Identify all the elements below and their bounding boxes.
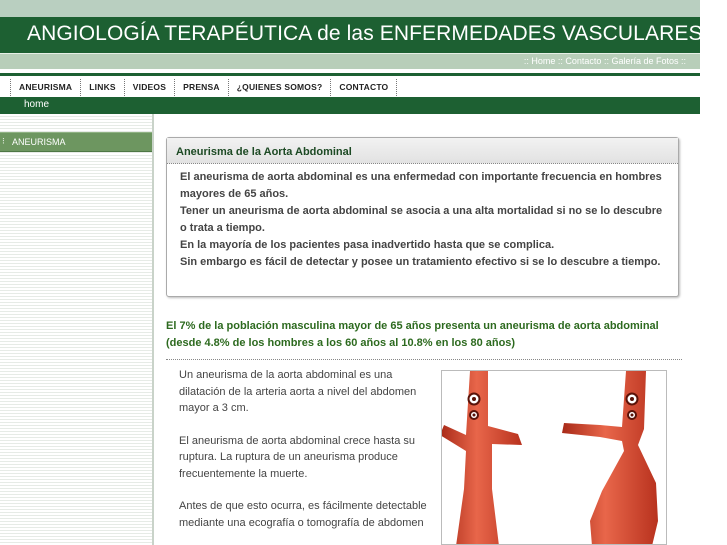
nav-item-prensa[interactable]: PRENSA <box>174 79 228 96</box>
intro-paragraph: En la mayoría de los pacientes pasa inadvertido hasta que se complica. <box>180 239 555 251</box>
sidebar <box>0 114 154 545</box>
intro-box-body <box>167 164 678 271</box>
aorta-comparison-image <box>442 371 667 545</box>
intro-paragraph: El aneurisma de aorta abdominal es una enfermedad con importante frecuencia en hombres mayores de 65 años. <box>180 171 662 200</box>
sidebar-item-aneurisma[interactable] <box>0 132 152 152</box>
dotted-divider <box>166 359 682 360</box>
breadcrumb-home[interactable]: home <box>24 99 50 110</box>
sidebar-divider <box>152 114 154 545</box>
top-links <box>524 56 686 66</box>
article-paragraph: Antes de que esto ocurra, es fácilmente detectable mediante una ecografía o tomografía de abdomen <box>179 500 427 529</box>
article-paragraph: El aneurisma de aorta abdominal crece hasta su ruptura. La ruptura de un aneurisma produce frecuentemente la muerte. <box>179 434 416 480</box>
intro-box-title: Aneurisma de la Aorta Abdominal <box>176 146 352 158</box>
nav-item-videos[interactable]: VIDEOS <box>124 79 174 96</box>
article-text <box>179 367 437 545</box>
site-title: ANGIOLOGÍA TERAPÉUTICA de las ENFERMEDADES VASCULARES <box>27 22 703 45</box>
sidebar-item-label: ANEURISMA <box>12 137 66 147</box>
nav-item-aneurisma[interactable]: ANEURISMA <box>10 79 80 96</box>
site-banner <box>0 17 703 53</box>
top-link-contacto[interactable]: :: Contacto <box>557 56 602 66</box>
nav-item-links[interactable]: LINKS <box>80 79 124 96</box>
top-strip <box>0 0 700 17</box>
aneurysm-aorta-icon <box>562 371 658 545</box>
article-paragraph: Un aneurisma de la aorta abdominal es una dilatación de la arteria aorta a nivel del abdomen mayor a 3 cm. <box>179 369 417 414</box>
main-nav <box>0 73 700 99</box>
intro-box <box>166 137 679 297</box>
top-links-bar <box>0 53 700 69</box>
intro-paragraph: Sin embargo es fácil de detectar y posee un tratamiento efectivo si se lo descubre a tiempo. <box>180 256 661 268</box>
intro-paragraph: Tener un aneurisma de aorta abdominal se asocia a una alta mortalidad si no se lo descubre o trata a tiempo. <box>180 205 663 234</box>
intro-box-header <box>167 138 678 164</box>
normal-aorta-icon <box>442 371 522 545</box>
bullet-icon: ⁝ <box>2 136 5 146</box>
top-link-galeria[interactable]: :: Galería de Fotos :: <box>603 56 686 66</box>
top-link-home[interactable]: :: Home <box>523 56 556 66</box>
statistic-highlight: El 7% de la población masculina mayor de 65 años presenta un aneurisma de aorta abdominal (desde 4.8% de los hombres a los 60 años al 10.8% en los 80 años) <box>166 320 659 349</box>
breadcrumb <box>0 97 700 114</box>
nav-item-contacto[interactable]: CONTACTO <box>330 79 397 96</box>
nav-item-quienes-somos[interactable]: ¿QUIENES SOMOS? <box>228 79 331 96</box>
aorta-illustration <box>441 370 667 545</box>
